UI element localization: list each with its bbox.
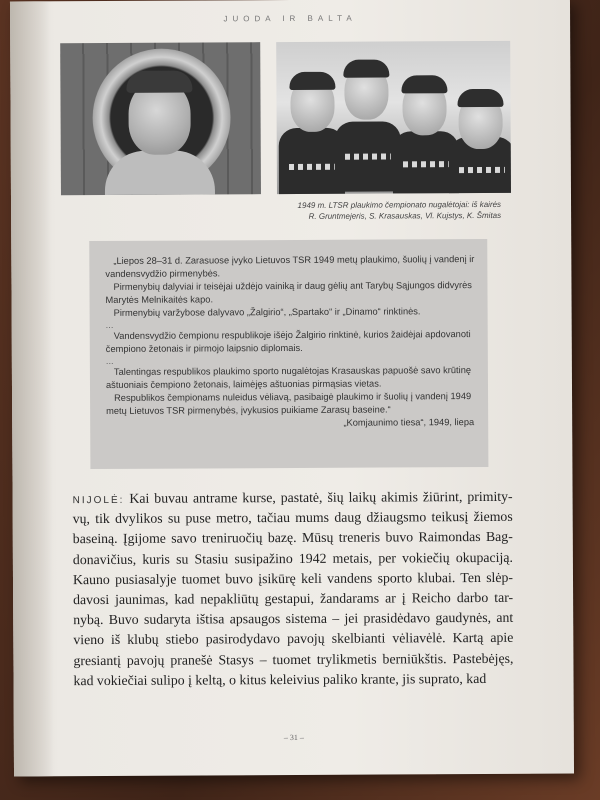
page-gutter	[10, 1, 54, 776]
body-line	[73, 487, 513, 509]
quote-paragraph: Vandensvydžio čempionu respublikoje išėjo Žalgirio rinktinė, kurios žaidėjai apdovanoti čempiono žetonais ir pirmojo laipsnio diplomais.	[105, 329, 471, 354]
swimmer-cap	[126, 71, 192, 93]
speaker-label: NIJOLĖ:	[72, 494, 125, 507]
body-line: nybą. Buvo sudaryta ištisa apsaugos sistema – jei prasidėdavo gaudynės, ant	[73, 609, 514, 628]
quote-source: „Komjaunimo tiesa“, 1949, liepa	[343, 417, 475, 428]
quote-paragraph: Pirmenybių dalyviai ir teisėjai uždėjo vainiką ir daug gėlių ant Tarybų Sąjungos didvyrės Marytės Melnikaitės kapo.	[105, 280, 472, 305]
book-page	[10, 0, 574, 776]
quote-ellipsis: ...	[105, 355, 114, 366]
caption-line: 1949 m. LTSR plaukimo čempionato nugalėtojai: iš kairės	[297, 199, 502, 210]
body-line: baseiną. Įgijome savo treniruočių bazę. Mūsų treneris buvo Raimondas Bag-	[72, 529, 513, 547]
body-text	[73, 487, 514, 691]
body-line: vų, tik dvylikos su puse metro, tačiau mums daug džiaugsmo teikusį žiemos	[72, 509, 513, 527]
body-line-text: Kai buvau antrame kurse, pastatė, šių laikų akimis žiūrint, primity-	[129, 488, 513, 506]
quote-box	[89, 239, 488, 469]
body-line: davosi jaunimas, kad nepakliūtų gestapui, žandarams ar į Reicho darbo tar-	[73, 589, 514, 608]
quote-paragraph: Talentingas respublikos plaukimo sporto nugalėtojas Krasauskas papuošė savo krūtinę aštuoniais čempiono žetonais, laimėjęs aštuonias pirmąsias vietas.	[105, 365, 472, 390]
quote-text	[105, 253, 478, 431]
quote-paragraph: „Liepos 28–31 d. Zarasuose įvyko Lietuvos TSR 1949 metų plaukimo, šuolių į vandenį ir vandensvydžio pirmenybės.	[105, 254, 475, 279]
photo-champions-group	[276, 41, 511, 194]
quote-ellipsis: ...	[105, 319, 114, 330]
body-line: vieno iš klubų stiebo pasirodydavo pavojų skelbianti vėliavėlė. Kartą apie	[73, 630, 514, 648]
body-line: kad vokiečiai sulipo į keltą, o kitus keleivius paliko krante, jis suprato, kad	[73, 670, 487, 688]
body-line: donavičius, kuris su Stasiu susipažino 1942 metais, per vokiečių okupaciją.	[72, 549, 513, 567]
photo-swimmer-porthole	[60, 42, 261, 195]
photo-caption	[261, 199, 501, 222]
quote-paragraph: Pirmenybių varžybose dalyvavo „Žalgirio“, „Spartako“ ir „Dinamo“ rinktinės.	[113, 306, 421, 318]
body-line: Kauno pusiasalyje tuomet buvo įsikūrę keli vandens sporto klubai. Ten slėp-	[72, 569, 514, 587]
page-number: – 31 –	[283, 732, 304, 743]
caption-line: R. Gruntmejeris, S. Krasauskas, Vl. Kujstys, K. Šmitas	[308, 210, 502, 221]
running-head: JUODA IR BALTA	[223, 13, 357, 24]
quote-paragraph: Respublikos čempionams nuleidus vėliavą, pasibaigė plaukimo ir šuolių į vandenį 1949 metų Lietuvos TSR pirmenybės, įvykusios puikiame Zarasų baseine.“	[106, 391, 472, 416]
body-line: gresiantį pavojų pranešė Stasys – tuomet trylikmetis berniūkštis. Pastebėjęs,	[73, 650, 514, 668]
